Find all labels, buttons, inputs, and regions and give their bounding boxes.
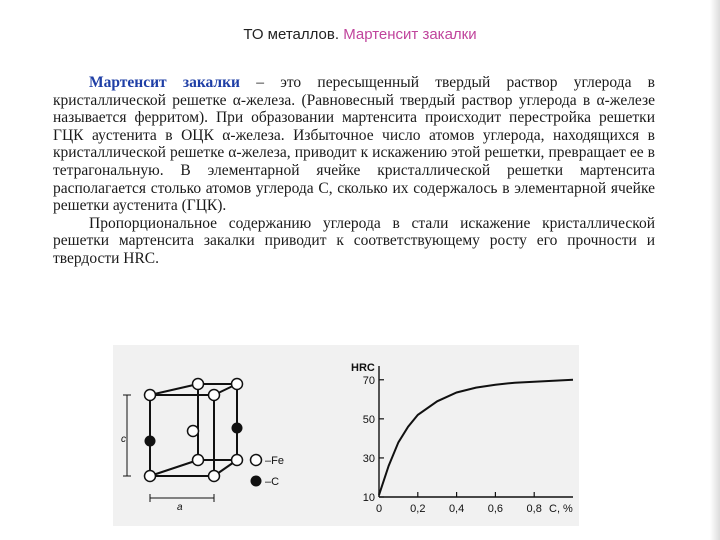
- c-atom: [232, 423, 243, 434]
- fe-atom: [209, 390, 220, 401]
- a-dimension-label: a: [177, 502, 183, 513]
- fe-atom-center: [188, 426, 199, 437]
- fe-atom: [145, 471, 156, 482]
- hrc-curve: [379, 380, 573, 495]
- x-tick-label: 0,4: [448, 503, 465, 515]
- lattice-edge: [150, 460, 198, 476]
- term-martensite: Мартенсит закалки: [89, 74, 240, 91]
- fe-atom: [193, 455, 204, 466]
- paragraph1-text: – это пересыщенный твердый раствор углерода в кристаллической решетке α-железа. (Равновесный твердый раствор углерода в α-железе называется ферритом). При образовании мартенсита происходит перестройка решетки ГЦК аустенита в ОЦК α-железа. Избыточное число атомов углерода, находящихся в кристаллической решетке α-железа, приводит к искажению этой решетки, превращает ее в тетрагональную. В элементарной ячейке кристаллической решетки мартенсита располагается столько атомов углерода С, сколько их содержалось в элементарной ячейке решетки аустенита (ГЦК).: [53, 74, 655, 215]
- x-axis-label: С, %: [549, 503, 573, 515]
- x-tick-label: 0,6: [487, 503, 504, 515]
- a-dimension-marker: [150, 494, 214, 502]
- y-axis-label: HRC: [351, 362, 375, 374]
- slide-title: [0, 26, 720, 43]
- x-tick-label: 0,8: [526, 503, 542, 515]
- paragraph-martensite-definition: [53, 74, 655, 215]
- figure-panel: [113, 345, 579, 526]
- figure-svg: [113, 345, 579, 526]
- c-atom: [145, 436, 156, 447]
- y-tick-label: 50: [362, 413, 375, 426]
- slide-edge-shade: [710, 0, 720, 540]
- legend-c-label: –C: [265, 476, 280, 488]
- legend-fe-marker: [251, 455, 262, 466]
- c-dimension-label: c: [121, 434, 126, 445]
- y-tick-label: 30: [362, 452, 375, 465]
- x-tick-label: 0,2: [410, 503, 426, 515]
- y-tick-label: 70: [362, 374, 375, 387]
- y-tick-label: 10: [362, 492, 375, 504]
- fe-atom: [232, 379, 243, 390]
- x-tick-label: 0: [375, 503, 383, 515]
- legend-fe-label: –Fe: [265, 455, 284, 467]
- body-text: [53, 74, 655, 268]
- legend-c-marker: [251, 476, 262, 487]
- fe-atom: [209, 471, 220, 482]
- lattice-edge: [150, 384, 198, 395]
- paragraph-hardness: Пропорциональное содержанию углерода в стали искажение кристаллической решетки мартенсита закалки приводит к соответствующему росту его прочности и твердости HRC.: [53, 214, 655, 267]
- fe-atom: [232, 455, 243, 466]
- slide-title-accent: Мартенсит закалки: [343, 26, 477, 43]
- fe-atom: [145, 390, 156, 401]
- fe-atom: [193, 379, 204, 390]
- hrc-chart: [351, 362, 573, 515]
- slide-title-prefix: ТО металлов.: [243, 26, 344, 43]
